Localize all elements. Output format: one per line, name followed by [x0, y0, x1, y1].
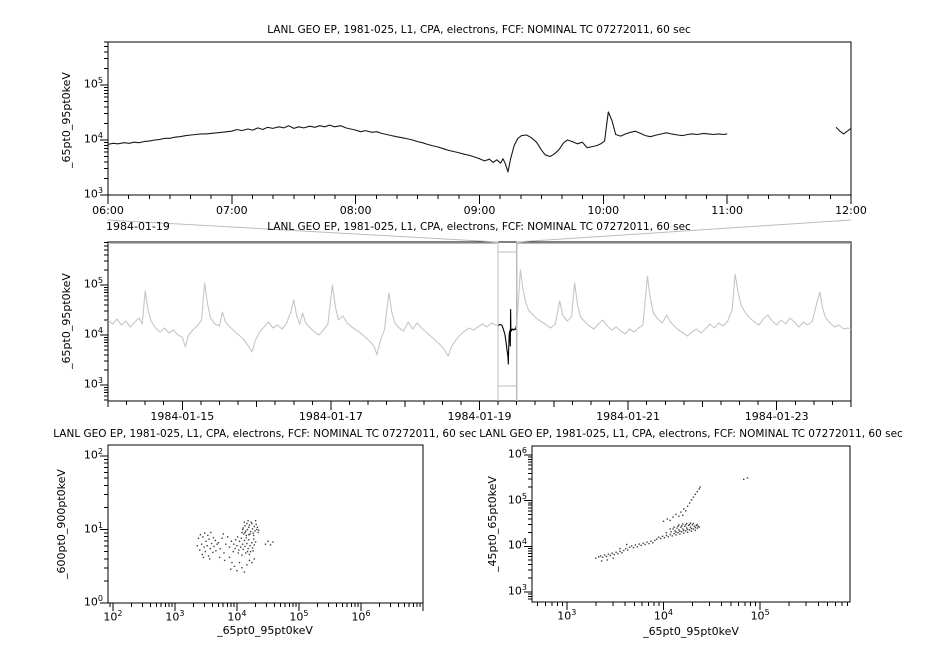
scatter_600_900_vs_65_95-x-tick-label: $10^3$: [165, 609, 185, 624]
overview_timeseries-x-tick-label: 1984-01-21: [596, 410, 661, 423]
overview-y-axis-label: _65pt0_95pt0keV: [60, 273, 73, 369]
scatter_45_65_vs_65_95-y-tick-label: $10^4$: [507, 537, 527, 552]
overview_timeseries-y-tick-label: $10^5$: [83, 276, 103, 291]
top_timeseries-y-tick-label: $10^4$: [83, 130, 103, 146]
scatter-right-plot-area[interactable]: [532, 446, 850, 602]
overview-highlight-region[interactable]: [498, 242, 517, 401]
overview_timeseries-x-tick-label: 1984-01-19: [447, 410, 512, 423]
scatter-left-title: LANL GEO EP, 1981-025, L1, CPA, electrons, FCF: NOMINAL TC 07272011, 60 sec: [53, 428, 477, 440]
scatter_600_900_vs_65_95-x-tick-label: $10^5$: [289, 609, 309, 624]
scatter-right-title: LANL GEO EP, 1981-025, L1, CPA, electrons, FCF: NOMINAL TC 07272011, 60 sec: [479, 428, 903, 440]
overview_timeseries-x-tick-label: 1984-01-23: [744, 410, 809, 423]
scatter_45_65_vs_65_95-y-tick-label: $10^6$: [507, 446, 527, 461]
scatter_600_900_vs_65_95-y-tick-label: $10^1$: [83, 520, 103, 536]
overview_timeseries-x-tick-label: 1984-01-15: [150, 410, 215, 423]
top_timeseries-x-tick-label: 11:00: [711, 204, 743, 217]
scatter_600_900_vs_65_95-x-tick-label: $10^2$: [103, 609, 123, 624]
scatter-right-x-axis-label: _65pt0_95pt0keV: [643, 625, 739, 638]
top_timeseries-x-tick-label: 10:00: [587, 204, 620, 217]
scatter_45_65_vs_65_95-y-tick-label: $10^3$: [507, 582, 527, 598]
top_timeseries-x-tick-label: 09:00: [463, 204, 496, 217]
scatter-right-y-axis-label: _45pt0_65pt0keV: [486, 476, 499, 572]
scatter-left-x-axis-label: _65pt0_95pt0keV: [217, 624, 313, 637]
top-y-axis-label: _65pt0_95pt0keV: [60, 72, 73, 168]
top-plot-area[interactable]: [108, 42, 851, 195]
overview_timeseries-x-tick-label: 1984-01-17: [298, 410, 363, 423]
scatter-left-y-axis-label: _600pt0_900pt0keV: [55, 469, 68, 579]
overview-panel-title: LANL GEO EP, 1981-025, L1, CPA, electrons, FCF: NOMINAL TC 07272011, 60 sec: [267, 221, 691, 233]
top-panel-title: LANL GEO EP, 1981-025, L1, CPA, electrons, FCF: NOMINAL TC 07272011, 60 sec: [267, 24, 691, 36]
scatter_600_900_vs_65_95-y-tick-label: $10^0$: [83, 594, 103, 609]
top-axis-date-label: 1984-01-19: [106, 220, 170, 233]
scatter_600_900_vs_65_95-x-tick-label: $10^6$: [351, 609, 371, 624]
overview_timeseries-y-tick-label: $10^3$: [83, 376, 103, 391]
top_timeseries-x-tick-label: 06:00: [92, 204, 124, 217]
scatter_600_900_vs_65_95-x-tick-label: $10^4$: [227, 609, 247, 624]
overview_timeseries-y-tick-label: $10^4$: [83, 326, 103, 341]
scatter_45_65_vs_65_95-x-tick-label: $10^3$: [557, 608, 577, 623]
scatter-left-plot-area[interactable]: [108, 445, 423, 603]
top_timeseries-x-tick-label: 12:00: [835, 204, 867, 217]
scatter_45_65_vs_65_95-x-tick-label: $10^5$: [750, 608, 770, 623]
overview-plot-area[interactable]: [108, 242, 851, 401]
top_timeseries-y-tick-label: $10^5$: [83, 75, 103, 91]
scatter_45_65_vs_65_95-x-tick-label: $10^4$: [653, 608, 673, 623]
top_timeseries-x-tick-label: 07:00: [215, 204, 248, 217]
scatter_600_900_vs_65_95-y-tick-label: $10^2$: [83, 447, 103, 462]
top_timeseries-x-tick-label: 08:00: [339, 204, 372, 217]
scatter_45_65_vs_65_95-y-tick-label: $10^5$: [507, 491, 527, 507]
top_timeseries-y-tick-label: $10^3$: [83, 186, 103, 201]
